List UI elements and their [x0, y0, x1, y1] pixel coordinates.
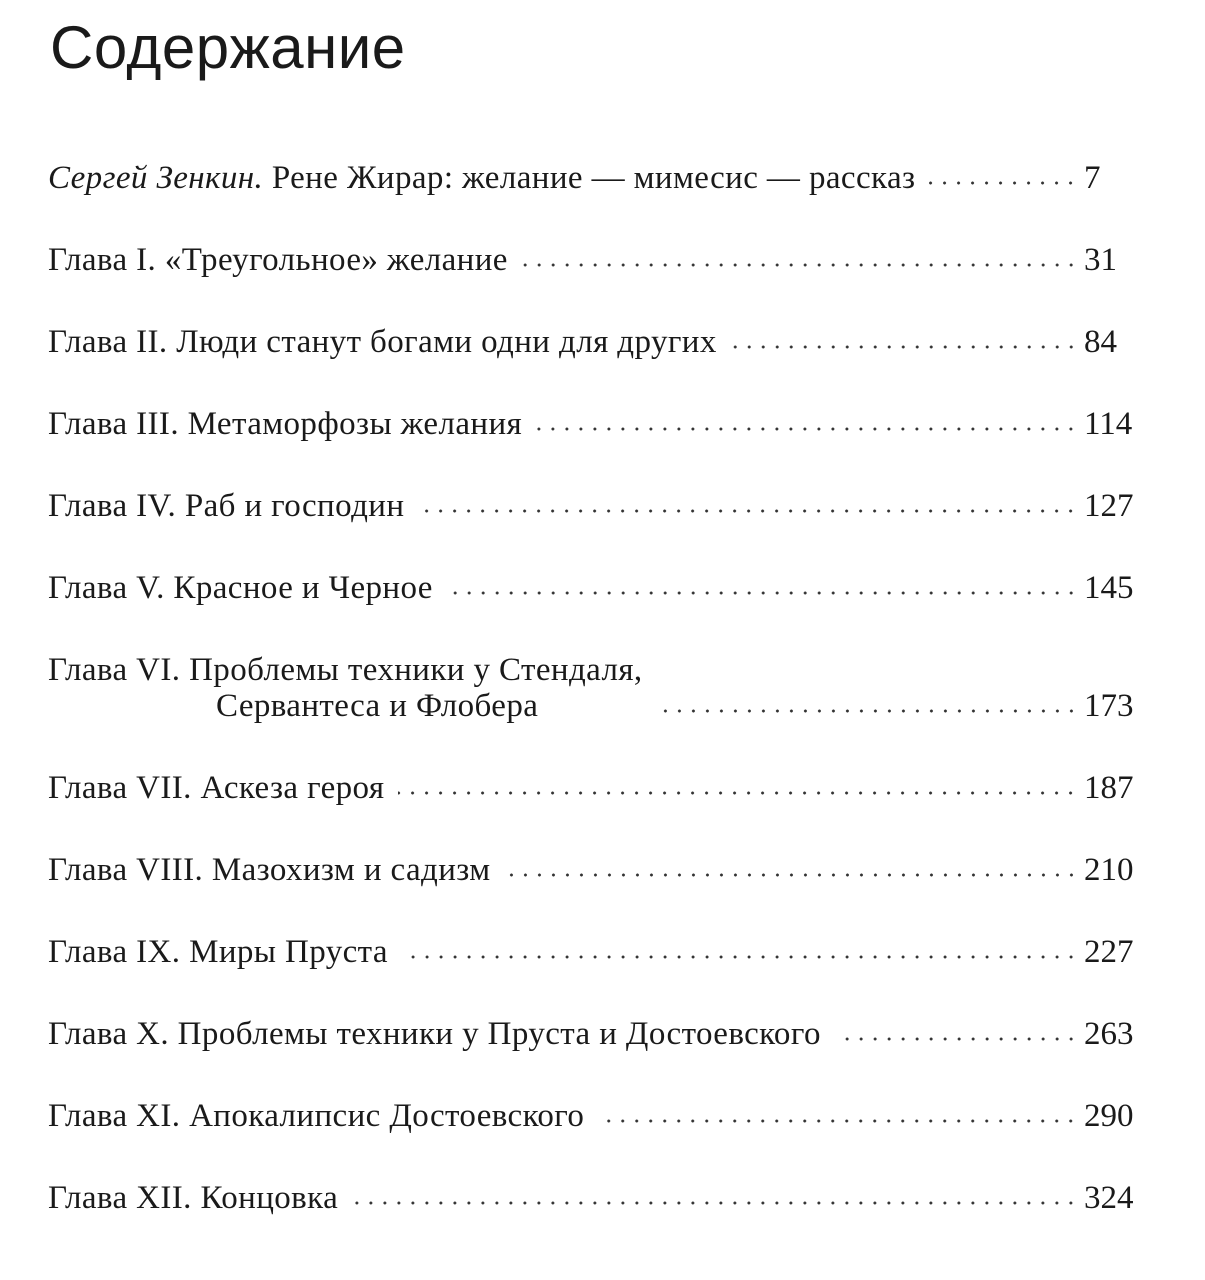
toc-entry-label: Глава II. Люди станут богами одни для других — [48, 324, 717, 360]
toc-entry-chapter-6 — [48, 652, 1148, 724]
toc-page-number: 290 — [1084, 1098, 1134, 1134]
toc-entry-chapter-2 — [48, 324, 1148, 360]
dot-leader — [835, 1034, 1078, 1044]
toc-page-number: 145 — [1084, 570, 1134, 606]
dot-leader — [398, 788, 1078, 798]
dot-leader — [731, 342, 1078, 352]
toc-entry-label: Глава I. «Треугольное» желание — [48, 242, 508, 278]
toc-entry-label: Глава VIII. Мазохизм и садизм — [48, 852, 491, 888]
dot-leader — [657, 706, 1078, 716]
dot-leader — [598, 1116, 1078, 1126]
toc-page-number: 210 — [1084, 852, 1134, 888]
toc-entry-chapter-5 — [48, 570, 1148, 606]
dot-leader — [929, 178, 1078, 188]
toc-entry-label: Рене Жирар: желание — мимесис — рассказ — [263, 160, 916, 196]
toc-entry-label: Глава X. Проблемы техники у Пруста и Достоевского — [48, 1016, 821, 1052]
toc-entry-label: Глава XI. Апокалипсис Достоевского — [48, 1098, 585, 1134]
toc-entry-text — [48, 652, 643, 724]
toc-page-number: 324 — [1084, 1180, 1134, 1216]
toc-entry-chapter-12 — [48, 1180, 1148, 1216]
dot-leader — [352, 1198, 1078, 1208]
toc-entry-label: Глава VII. Аскеза героя — [48, 770, 385, 806]
dot-leader — [505, 870, 1078, 880]
toc-entry-chapter-11 — [48, 1098, 1148, 1134]
toc-entry-label: Глава VI. Проблемы техники у Стендаля, — [48, 652, 643, 688]
toc-entry-chapter-4 — [48, 488, 1148, 524]
toc-entry-chapter-7 — [48, 770, 1148, 806]
toc-page-number: 173 — [1084, 688, 1134, 724]
toc-entry-label: Глава IX. Миры Пруста — [48, 934, 388, 970]
toc-entry-author: Сергей Зенкин. — [48, 160, 264, 196]
table-of-contents — [48, 160, 1148, 1262]
toc-page-number: 187 — [1084, 770, 1134, 806]
page-title: Содержание — [50, 14, 406, 81]
toc-entry-chapter-10 — [48, 1016, 1148, 1052]
toc-entry-chapter-8 — [48, 852, 1148, 888]
toc-entry-label: Глава IV. Раб и господин — [48, 488, 405, 524]
dot-leader — [402, 952, 1078, 962]
dot-leader — [536, 424, 1078, 434]
toc-entry-chapter-1 — [48, 242, 1148, 278]
toc-entry-label: Глава XII. Концовка — [48, 1180, 339, 1216]
toc-entry-chapter-3 — [48, 406, 1148, 442]
toc-entry-label-continued: Сервантеса и Флобера — [216, 688, 539, 724]
toc-page-number: 31 — [1084, 242, 1117, 278]
toc-entry-chapter-9 — [48, 934, 1148, 970]
dot-leader — [522, 260, 1078, 270]
toc-page-number: 263 — [1084, 1016, 1134, 1052]
toc-entry-label: Глава III. Метаморфозы желания — [48, 406, 523, 442]
toc-entry-label: Глава V. Красное и Черное — [48, 570, 433, 606]
toc-page-number: 7 — [1084, 160, 1101, 196]
toc-page-number: 84 — [1084, 324, 1117, 360]
toc-entry-introduction — [48, 160, 1148, 196]
toc-page-number: 127 — [1084, 488, 1134, 524]
dot-leader — [447, 588, 1078, 598]
toc-page-number: 227 — [1084, 934, 1134, 970]
dot-leader — [418, 506, 1078, 516]
toc-page-number: 114 — [1084, 406, 1133, 442]
toc-entry-text — [48, 160, 915, 196]
